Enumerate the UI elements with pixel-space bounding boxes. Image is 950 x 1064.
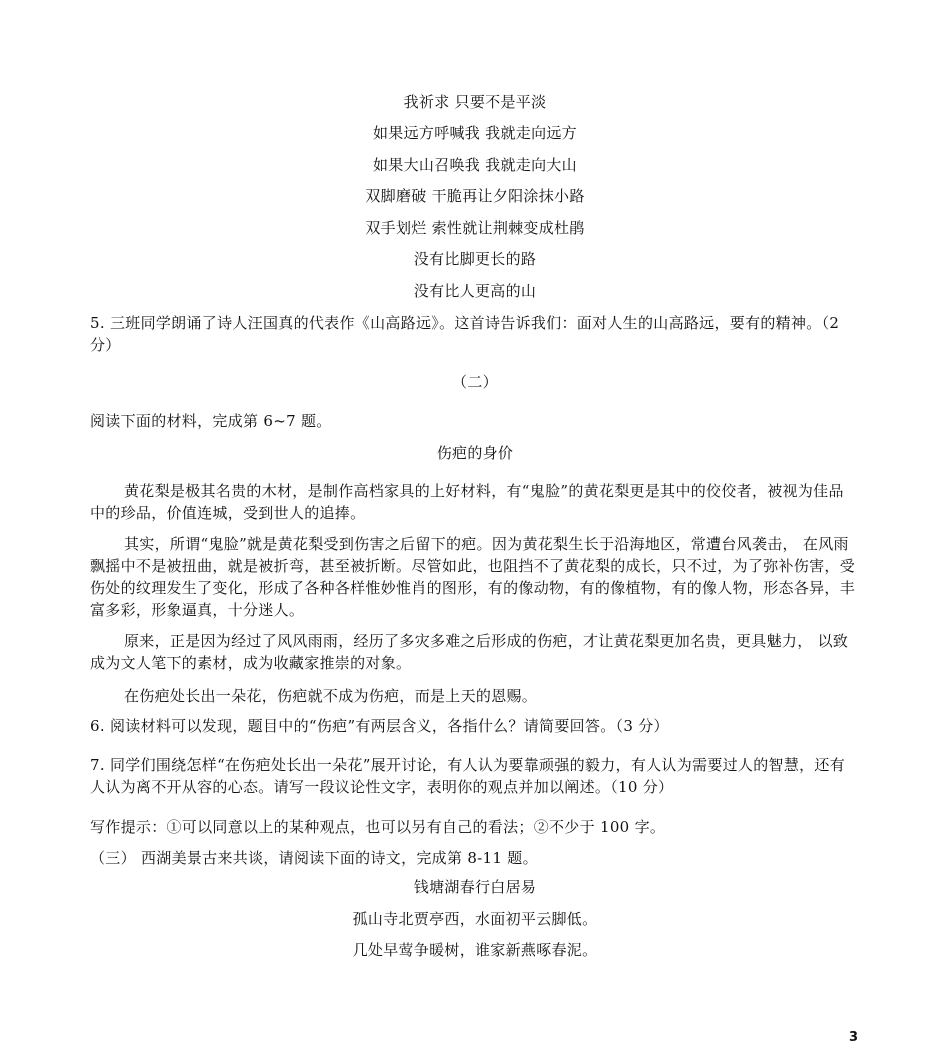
poem2-title: 钱塘湖春行白居易 (413, 878, 537, 896)
section-3-intro: （三） 西湖美景古来共谈，请阅读下面的诗文，完成第 8-11 题。 (90, 849, 538, 867)
question-6: 6. 阅读材料可以发现，题目中的“伤疤”有两层含义，各指什么？请简要回答。（3 分） (90, 717, 669, 735)
poem1-line: 双脚磨破 干脆再让夕阳涂抹小路 (365, 187, 585, 205)
article-paragraph: 原来，正是因为经过了风风雨雨，经历了多灾多难之后形成的伤疤，才让黄花梨更加名贵，更具魅力， 以致成为文人笔下的素材，成为收藏家推崇的对象。 (90, 632, 849, 672)
poem1-line: 双手划烂 索性就让荆棘变成杜鹃 (365, 219, 585, 237)
poem2-line: 孤山寺北贾亭西，水面初平云脚低。 (352, 910, 598, 928)
poem1-line: 我祈求 只要不是平淡 (403, 93, 547, 111)
article-paragraph: 其实，所谓“鬼脸”就是黄花梨受到伤害之后留下的疤。因为黄花梨生长于沿海地区，常遭台风袭击， 在风雨飘摇中不是被扭曲，就是被折弯，甚至被折断。尽管如此，也阻挡不了黄花梨的成长，只不过，为了弥补伤害，受伤处的纹理发生了变化，形成了各种各样惟妙惟肖的图形，有的像动物，有的像植物，有的像人物，形态各异，丰富多彩，形象逼真，十分迷人。 (90, 535, 856, 619)
article-title: 伤疤的身价 (436, 444, 514, 462)
poem1-line: 没有比脚更长的路 (413, 250, 537, 268)
question-7: 7. 同学们围绕怎样“在伤疤处长出一朵花”展开讨论，有人认为要靠顽强的毅力，有人认为需要过人的智慧，还有人认为离不开从容的心态。请写一段议论性文字，表明你的观点并加以阐述。（10 分） (90, 756, 846, 796)
poem2-line: 几处早莺争暖树，谁家新燕啄春泥。 (352, 941, 598, 959)
poem1-line: 没有比人更高的山 (413, 282, 537, 300)
page-number: 3 (848, 1030, 858, 1045)
writing-tip: 写作提示：①可以同意以上的某种观点，也可以另有自己的看法；②不少于 100 字。 (90, 818, 666, 836)
question-5: 5. 三班同学朗诵了诗人汪国真的代表作《山高路远》。这首诗告诉我们：面对人生的山高路远，要有的精神。（2 分） (90, 314, 840, 354)
section-2-instruction: 阅读下面的材料，完成第 6~7 题。 (90, 412, 332, 430)
section-2-heading: （二） (452, 373, 498, 391)
poem1-line: 如果远方呼喊我 我就走向远方 (373, 124, 577, 142)
article-paragraph: 黄花梨是极其名贵的木材，是制作高档家具的上好材料，有“鬼脸”的黄花梨更是其中的佼佼者，被视为佳品中的珍品，价值连城，受到世人的追捧。 (90, 482, 844, 522)
article-paragraph: 在伤疤处长出一朵花，伤疤就不成为伤疤，而是上天的恩赐。 (124, 687, 538, 705)
poem1-line: 如果大山召唤我 我就走向大山 (373, 156, 577, 174)
